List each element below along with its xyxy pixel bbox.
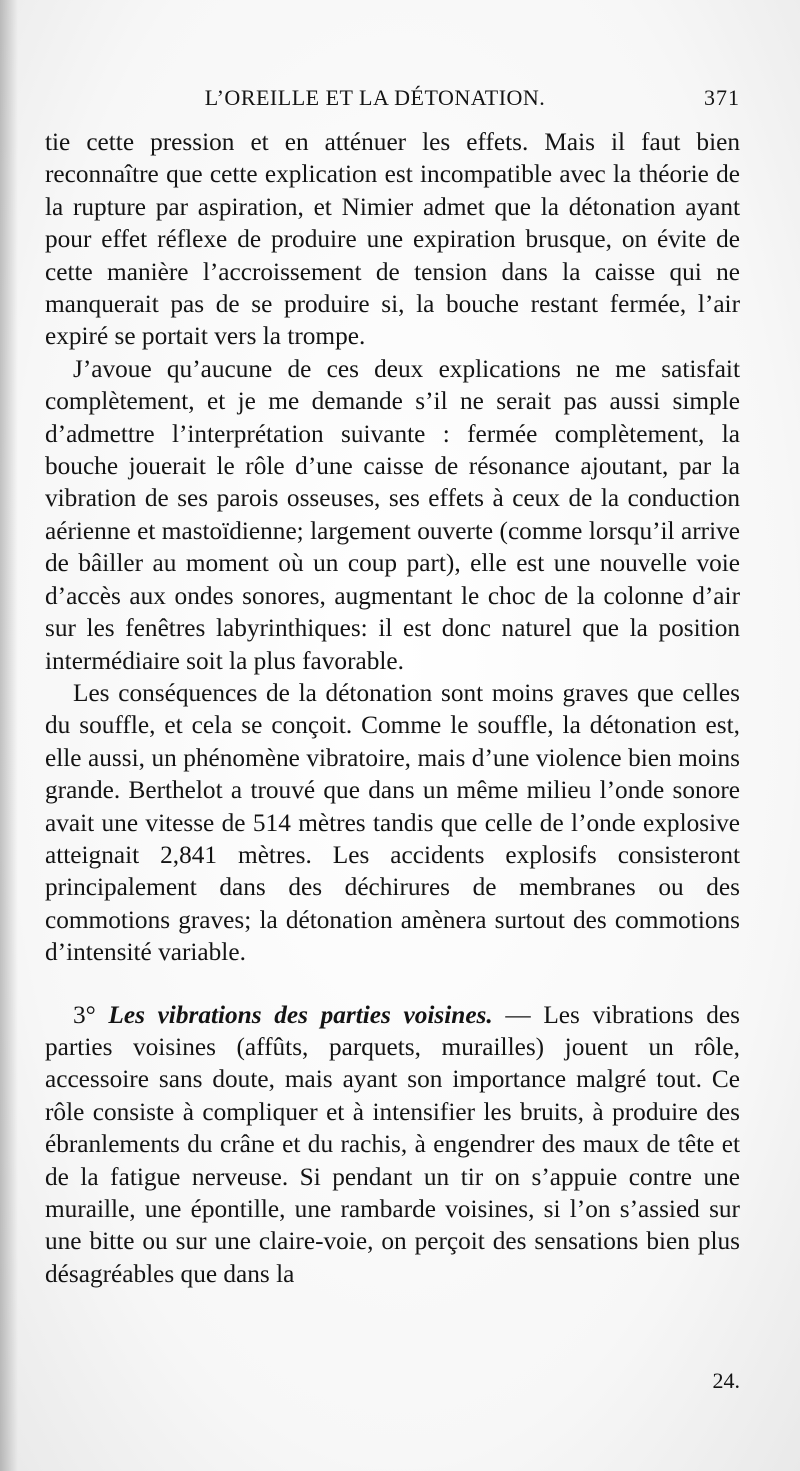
body-text xyxy=(45,126,740,1290)
paragraph-explanations: J’avoue qu’aucune de ces deux explications ne me satisfait complètement, et je me demande s’il ne serait pas aussi simple d’admettre l’interprétation suivante : fermée complètement, la bouche jouerait le rôle d’une caisse de résonance ajoutant, par la vibration de ses parois osseuses, ses effets à ceux de la conduction aérienne et mastoïdienne; largement ouverte (comme lorsqu’il arrive de bâiller au moment où un coup part), elle est une nouvelle voie d’accès aux ondes sonores, augmentant le choc de la colonne d’air sur les fenêtres labyrinthiques: il est donc naturel que la position intermédiaire soit la plus favorable. xyxy=(45,354,740,675)
running-title: L’OREILLE ET LA DÉTONATION. xyxy=(204,85,546,110)
page-header xyxy=(45,80,740,116)
section-text: Les vibrations des parties voisines (affûts, parquets, murailles) jouent un rôle, accessoire sans doute, mais ayant son importance malgré tout. Ce rôle consiste à compliquer et à intensifier les bruits, à produire des ébranlements du crâne et du rachis, à engendrer des maux de tête et de la fatigue nerveuse. Si pendant un tir on s’appuie contre une muraille, une épontille, une rambarde voisines, si l’on s’assied sur une bitte ou sur une claire-voie, on perçoit des sensations bien plus désagréables que dans la xyxy=(45,1000,741,1288)
paragraph-consequences: Les conséquences de la détonation sont moins graves que celles du souffle, et cela se conçoit. Comme le souffle, la détonation est, elle aussi, un phénomène vibratoire, mais d’une violence bien moins grande. Berthelot a trouvé que dans un même milieu l’onde sonore avait une vitesse de 514 mètres tandis que celle de l’onde explosive atteignait 2,841 mètres. Les accidents explosifs consisteront principalement dans des déchirures de membranes ou des commotions graves; la détonation amènera surtout des commotions d’intensité variable. xyxy=(45,678,740,967)
section-vibrations xyxy=(45,999,740,1291)
page-number: 371 xyxy=(704,85,740,110)
section-number: 3° xyxy=(73,1000,96,1029)
signature-mark: 24. xyxy=(712,1368,740,1393)
section-heading: Les vibrations des parties voisines. xyxy=(108,1000,493,1029)
paragraph-continuation: tie cette pression et en atténuer les effets. Mais il faut bien reconnaître que cette explication est incompatible avec la théorie de la rupture par aspiration, et Nimier admet que la détonation ayant pour effet réflexe de produire une expiration brusque, on évite de cette manière l’accroissement de tension dans la caisse qui ne manquerait pas de se produire si, la bouche restant fermée, l’air expiré se portait vers la trompe. xyxy=(45,128,740,351)
section-dash: — xyxy=(505,1000,531,1029)
